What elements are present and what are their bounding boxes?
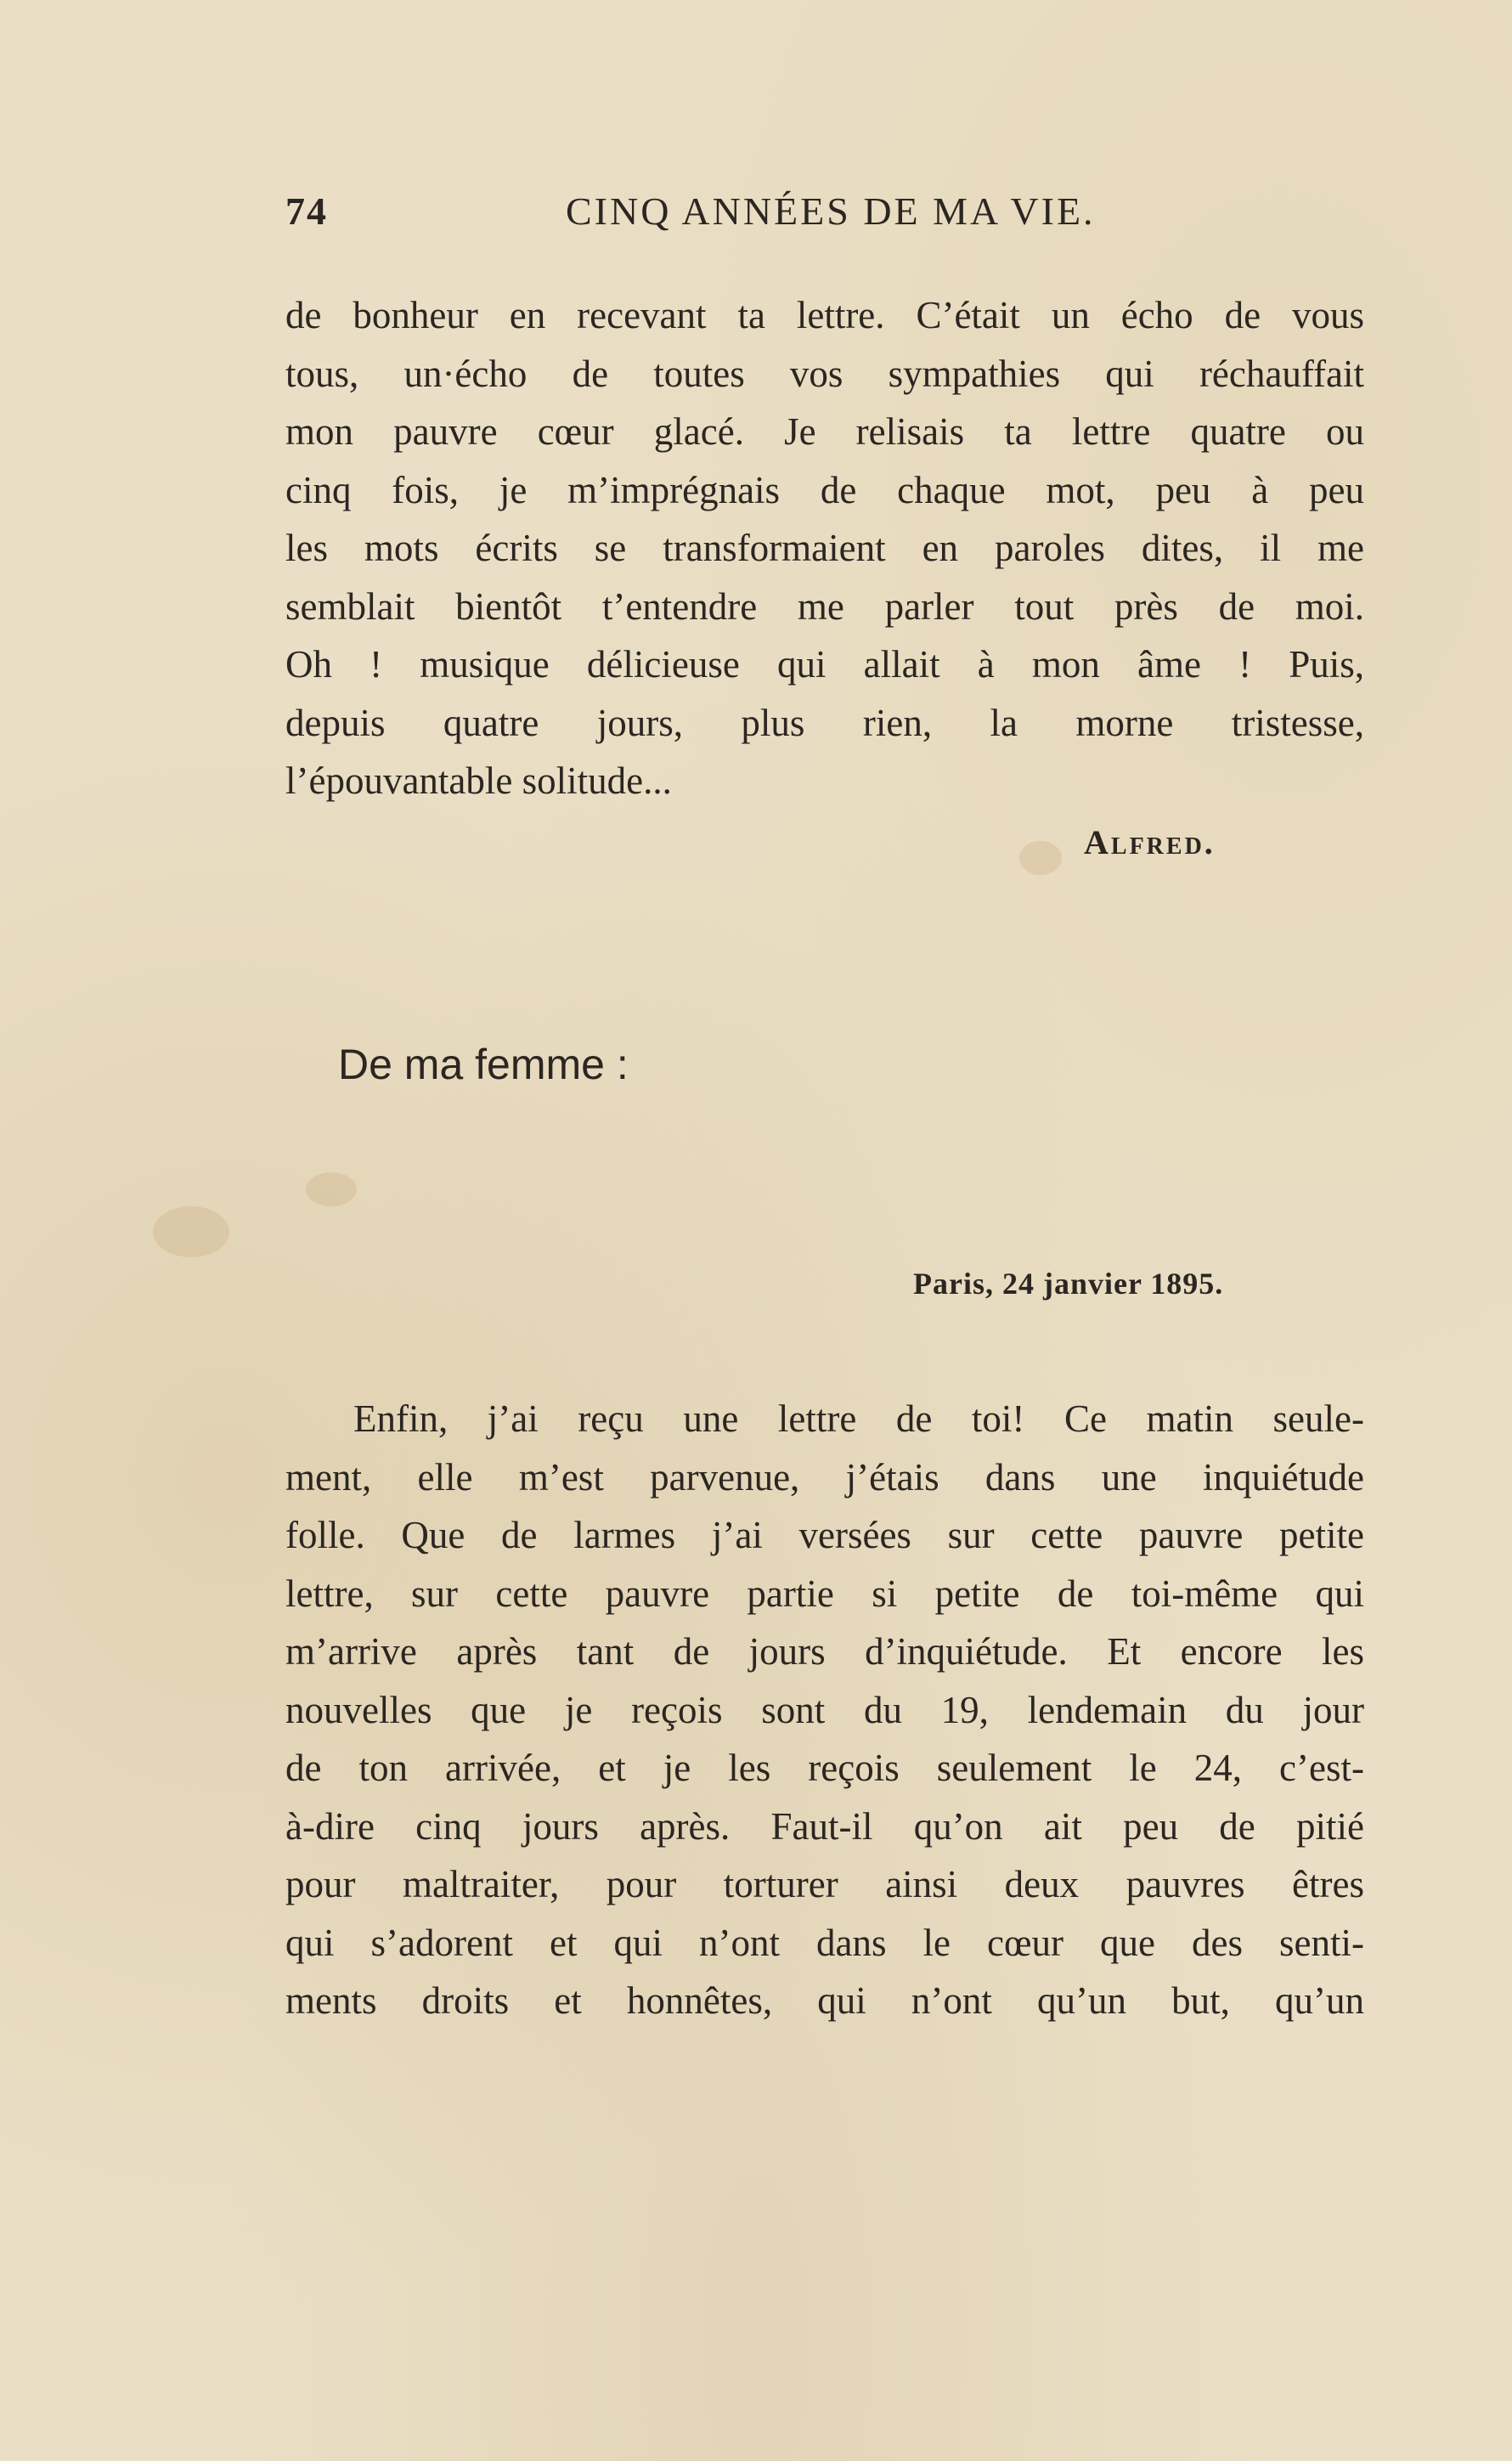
signature-alfred: Alfred.	[1084, 823, 1216, 861]
paper-stain	[1019, 841, 1062, 875]
text-line: l’épouvantable solitude...	[285, 759, 672, 802]
section-heading: De ma femme :	[338, 1041, 629, 1088]
text-line: nouvelles que je reçois sont du 19, lendemain du jour	[285, 1688, 1364, 1731]
text-line: ments droits et honnêtes, qui n’ont qu’un but, qu’un	[285, 1979, 1364, 2022]
text-line: semblait bientôt t’entendre me parler tout près de moi.	[285, 584, 1364, 628]
book-title: CINQ ANNÉES DE MA VIE.	[566, 189, 1096, 233]
letter-wife-body	[285, 1390, 1364, 2030]
letter-dateline: Paris, 24 janvier 1895.	[913, 1267, 1224, 1301]
paper-stain	[153, 1206, 229, 1257]
text-line: tous, un·écho de toutes vos sympathies qui réchauffait	[285, 352, 1364, 395]
letter-alfred-body	[285, 286, 1364, 810]
text-line: lettre, sur cette pauvre partie si petite de toi-même qui	[285, 1572, 1364, 1615]
text-line: depuis quatre jours, plus rien, la morne tristesse,	[285, 701, 1364, 744]
running-head	[285, 189, 1364, 240]
text-line: de ton arrivée, et je les reçois seulement le 24, c’est-	[285, 1747, 1364, 1789]
page-number: 74	[285, 189, 328, 233]
text-line: de bonheur en recevant ta lettre. C’était un écho de vous	[285, 294, 1364, 336]
text-line: folle. Que de larmes j’ai versées sur cette pauvre petite	[285, 1514, 1364, 1556]
text-line: les mots écrits se transformaient en paroles dites, il me	[285, 527, 1364, 569]
text-line: mon pauvre cœur glacé. Je relisais ta lettre quatre ou	[285, 410, 1364, 453]
paper-stain	[306, 1172, 357, 1206]
text-line: m’arrive après tant de jours d’inquiétude. Et encore les	[285, 1630, 1364, 1673]
text-line: ment, elle m’est parvenue, j’étais dans une inquiétude	[285, 1455, 1364, 1499]
text-line: Enfin, j’ai reçu une lettre de toi! Ce matin seule-	[353, 1397, 1364, 1440]
text-line: Oh ! musique délicieuse qui allait à mon âme ! Puis,	[285, 643, 1364, 686]
text-line: cinq fois, je m’imprégnais de chaque mot, peu à peu	[285, 468, 1364, 511]
text-line: à-dire cinq jours après. Faut-il qu’on ait peu de pitié	[285, 1804, 1364, 1848]
text-line: qui s’adorent et qui n’ont dans le cœur que des senti-	[285, 1921, 1364, 1964]
text-line: pour maltraiter, pour torturer ainsi deux pauvres êtres	[285, 1863, 1364, 1905]
